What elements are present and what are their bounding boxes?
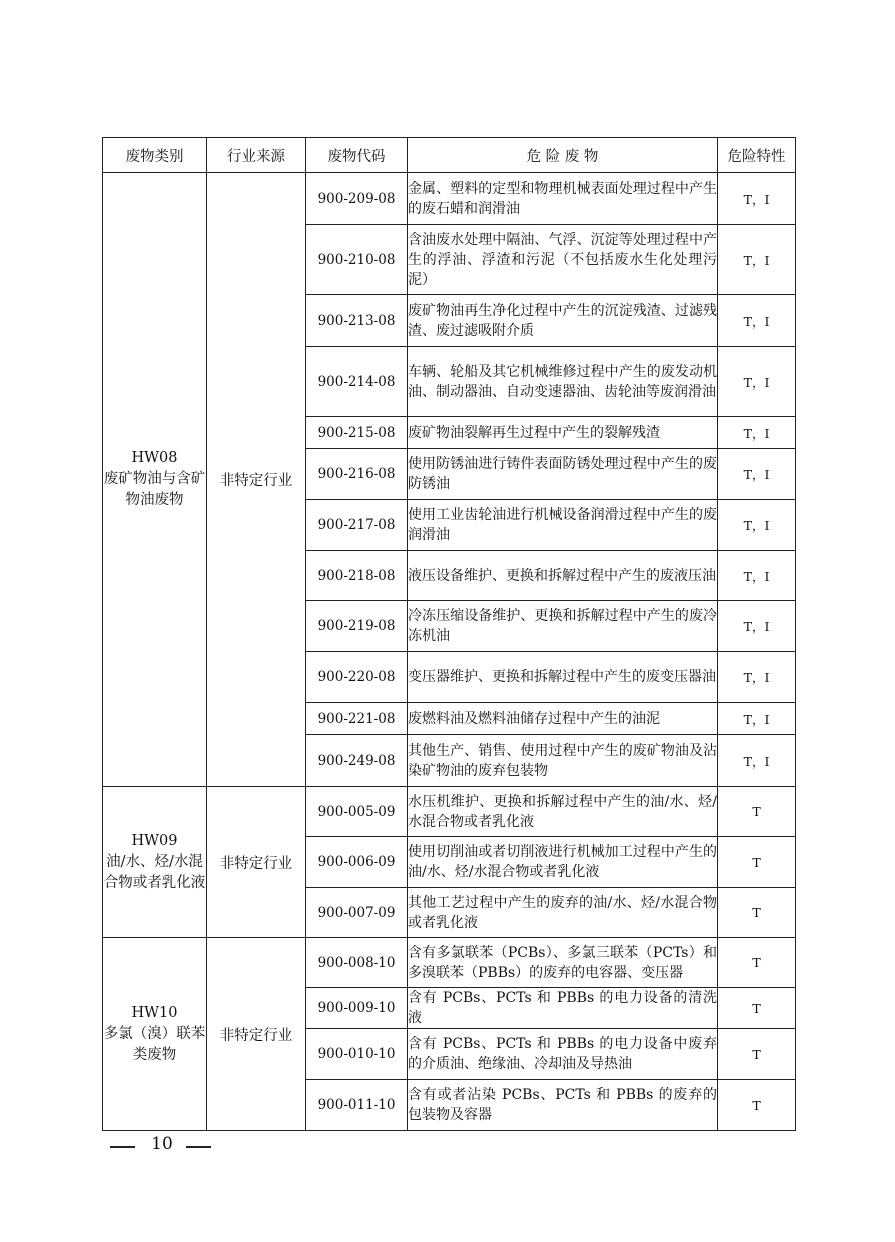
waste-code-cell: 900-009-10 [306,988,408,1029]
hazard-property-cell: T，I [718,601,796,652]
waste-description-cell: 含有或者沾染 PCBs、PCTs 和 PBBs 的废弃的包装物及容器 [408,1080,718,1131]
category-cell [103,173,207,787]
waste-code-cell: 900-249-08 [306,735,408,787]
hazardous-waste-table [102,137,796,1131]
category-cell [103,787,207,938]
waste-description-cell: 使用切削油或者切削液进行机械加工过程中产生的油/水、烃/水混合物或者乳化液 [408,837,718,888]
header-waste: 危 险 废 物 [408,138,718,173]
hazard-property-cell: T，I [718,295,796,347]
header-industry: 行业来源 [207,138,306,173]
waste-code-cell: 900-005-09 [306,787,408,837]
hazard-property-cell: T，I [718,735,796,787]
hazard-property-cell: T，I [718,500,796,551]
waste-description-cell: 水压机维护、更换和拆解过程中产生的油/水、烃/水混合物或者乳化液 [408,787,718,837]
hazard-property-cell: T [718,988,796,1029]
category-name: 废矿物油与含矿物油废物 [103,471,206,508]
waste-code-cell: 900-219-08 [306,601,408,652]
page-footer [110,1133,210,1159]
hazard-property-cell: T，I [718,347,796,417]
hazard-property-cell: T，I [718,551,796,601]
header-category: 废物类别 [103,138,207,173]
waste-description-cell: 液压设备维护、更换和拆解过程中产生的废液压油 [408,551,718,601]
waste-code-cell: 900-215-08 [306,417,408,449]
waste-description-cell: 其他生产、销售、使用过程中产生的废矿物油及沾染矿物油的废弃包装物 [408,735,718,787]
page-number: 10 [151,1134,173,1154]
waste-code-cell: 900-008-10 [306,938,408,988]
waste-description-cell: 金属、塑料的定型和物理机械表面处理过程中产生的废石蜡和润滑油 [408,173,718,225]
hazard-property-cell: T，I [718,225,796,295]
category-code: HW09 [131,832,178,849]
hazard-property-cell: T，I [718,417,796,449]
table-row [103,787,796,837]
waste-code-cell: 900-221-08 [306,703,408,735]
industry-cell: 非特定行业 [207,787,306,938]
waste-description-cell: 含有 PCBs、PCTs 和 PBBs 的电力设备的清洗液 [408,988,718,1029]
footer-dash-left [110,1146,135,1148]
waste-description-cell: 车辆、轮船及其它机械维修过程中产生的废发动机油、制动器油、自动变速器油、齿轮油等废润滑油 [408,347,718,417]
header-code: 废物代码 [306,138,408,173]
waste-code-cell: 900-007-09 [306,888,408,938]
waste-code-cell: 900-217-08 [306,500,408,551]
waste-description-cell: 废燃料油及燃料油储存过程中产生的油泥 [408,703,718,735]
waste-code-cell: 900-011-10 [306,1080,408,1131]
waste-description-cell: 含油废水处理中隔油、气浮、沉淀等处理过程中产生的浮油、浮渣和污泥（不包括废水生化处理污泥） [408,225,718,295]
waste-description-cell: 含有多氯联苯（PCBs）、多氯三联苯（PCTs）和多溴联苯（PBBs）的废弃的电容器、变压器 [408,938,718,988]
hazard-property-cell: T [718,888,796,938]
waste-description-cell: 使用防锈油进行铸件表面防锈处理过程中产生的废防锈油 [408,449,718,500]
waste-code-cell: 900-010-10 [306,1029,408,1080]
header-row [103,138,796,173]
waste-code-cell: 900-220-08 [306,652,408,703]
waste-code-cell: 900-210-08 [306,225,408,295]
waste-description-cell: 其他工艺过程中产生的废弃的油/水、烃/水混合物或者乳化液 [408,888,718,938]
hazard-property-cell: T [718,938,796,988]
waste-description-cell: 变压器维护、更换和拆解过程中产生的废变压器油 [408,652,718,703]
hazard-property-cell: T，I [718,703,796,735]
waste-description-cell: 废矿物油再生净化过程中产生的沉淀残渣、过滤残渣、废过滤吸附介质 [408,295,718,347]
waste-code-cell: 900-213-08 [306,295,408,347]
table-row [103,938,796,988]
category-cell [103,938,207,1131]
hazard-property-cell: T [718,1080,796,1131]
table-body [103,173,796,1131]
waste-description-cell: 使用工业齿轮油进行机械设备润滑过程中产生的废润滑油 [408,500,718,551]
footer-dash-right [186,1146,211,1148]
hazard-property-cell: T [718,787,796,837]
table-row [103,173,796,225]
waste-code-cell: 900-216-08 [306,449,408,500]
header-property: 危险特性 [718,138,796,173]
hazard-property-cell: T，I [718,652,796,703]
waste-description-cell: 含有 PCBs、PCTs 和 PBBs 的电力设备中废弃的介质油、绝缘油、冷却油及导热油 [408,1029,718,1080]
waste-description-cell: 废矿物油裂解再生过程中产生的裂解残渣 [408,417,718,449]
hazard-property-cell: T，I [718,173,796,225]
hazard-property-cell: T [718,837,796,888]
category-name: 多氯（溴）联苯类废物 [103,1025,206,1063]
industry-cell: 非特定行业 [207,173,306,787]
industry-cell: 非特定行业 [207,938,306,1131]
category-code: HW10 [131,1004,178,1021]
category-code: HW08 [131,450,178,466]
hazard-property-cell: T [718,1029,796,1080]
waste-code-cell: 900-209-08 [306,173,408,225]
waste-code-cell: 900-214-08 [306,347,408,417]
hazard-property-cell: T，I [718,449,796,500]
waste-code-cell: 900-218-08 [306,551,408,601]
category-name: 油/水、烃/水混合物或者乳化液 [103,853,206,891]
waste-code-cell: 900-006-09 [306,837,408,888]
waste-description-cell: 冷冻压缩设备维护、更换和拆解过程中产生的废冷冻机油 [408,601,718,652]
